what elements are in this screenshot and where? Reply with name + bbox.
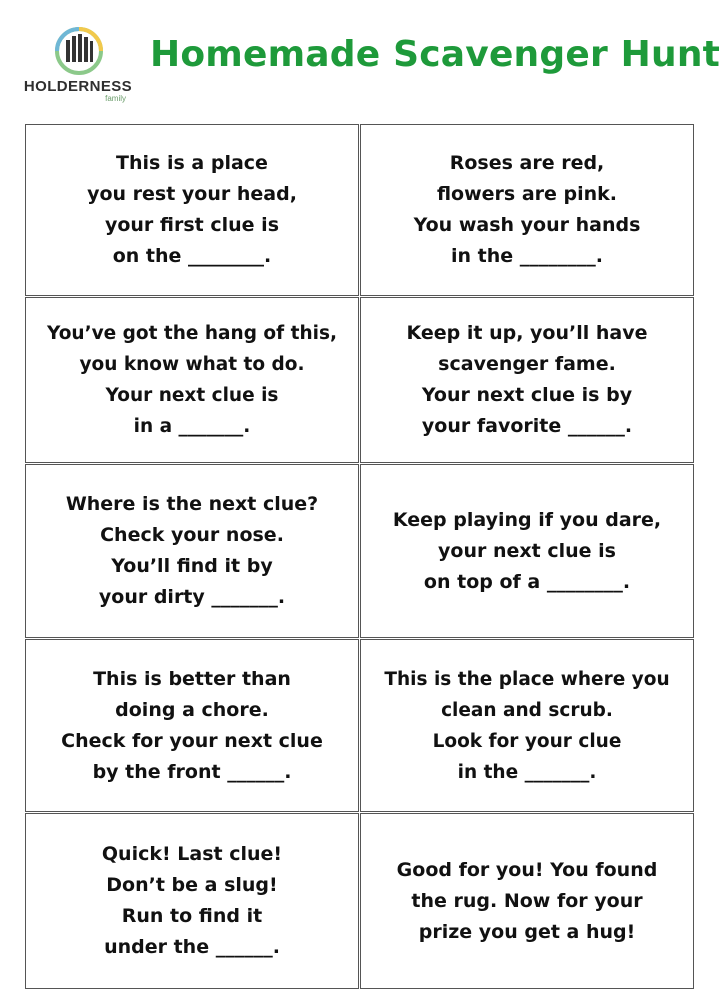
clue-card-7 [25, 639, 359, 812]
clue-card-8 [360, 639, 694, 812]
page-title: Homemade Scavenger Hunt [150, 34, 721, 75]
clue-card-6 [360, 464, 694, 638]
piano-circle-icon [54, 26, 104, 76]
clue-text-2: Roses are red, flowers are pink. You wash your hands in the ________. [413, 152, 641, 267]
clue-text-8: This is the place where you clean and scrub. Look for your clue in the _______. [384, 668, 670, 783]
clue-text-7: This is better than doing a chore. Check for your next clue by the front ______. [61, 667, 323, 783]
clue-card-9 [25, 813, 359, 989]
clue-text-6: Keep playing if you dare, your next clue is on top of a ________. [392, 508, 662, 593]
clue-text-5: Where is the next clue? Check your nose. You’ll find it by your dirty _______. [65, 493, 319, 608]
clue-text-9: Quick! Last clue! Don’t be a slug! Run to find it under the ______. [101, 843, 283, 958]
holderness-logo [22, 26, 134, 102]
clue-card-3 [25, 297, 359, 463]
clue-text-1: This is a place you rest your head, your first clue is on the ________. [87, 152, 297, 267]
clue-card-1 [25, 124, 359, 296]
clue-card-10 [360, 813, 694, 989]
clue-card-2 [360, 124, 694, 296]
logo-wordmark: HOLDERNESS [23, 78, 133, 95]
clue-text-4: Keep it up, you’ll have scavenger fame. Your next clue is by your favorite ______. [406, 322, 648, 437]
clue-card-4 [360, 297, 694, 463]
clue-card-5 [25, 464, 359, 638]
logo-subtext: family [105, 94, 126, 103]
clue-text-3: You’ve got the hang of this, you know what to do. Your next clue is in a _______. [47, 323, 337, 437]
clue-text-10: Good for you! You found the rug. Now for your prize you get a hug! [396, 858, 658, 943]
